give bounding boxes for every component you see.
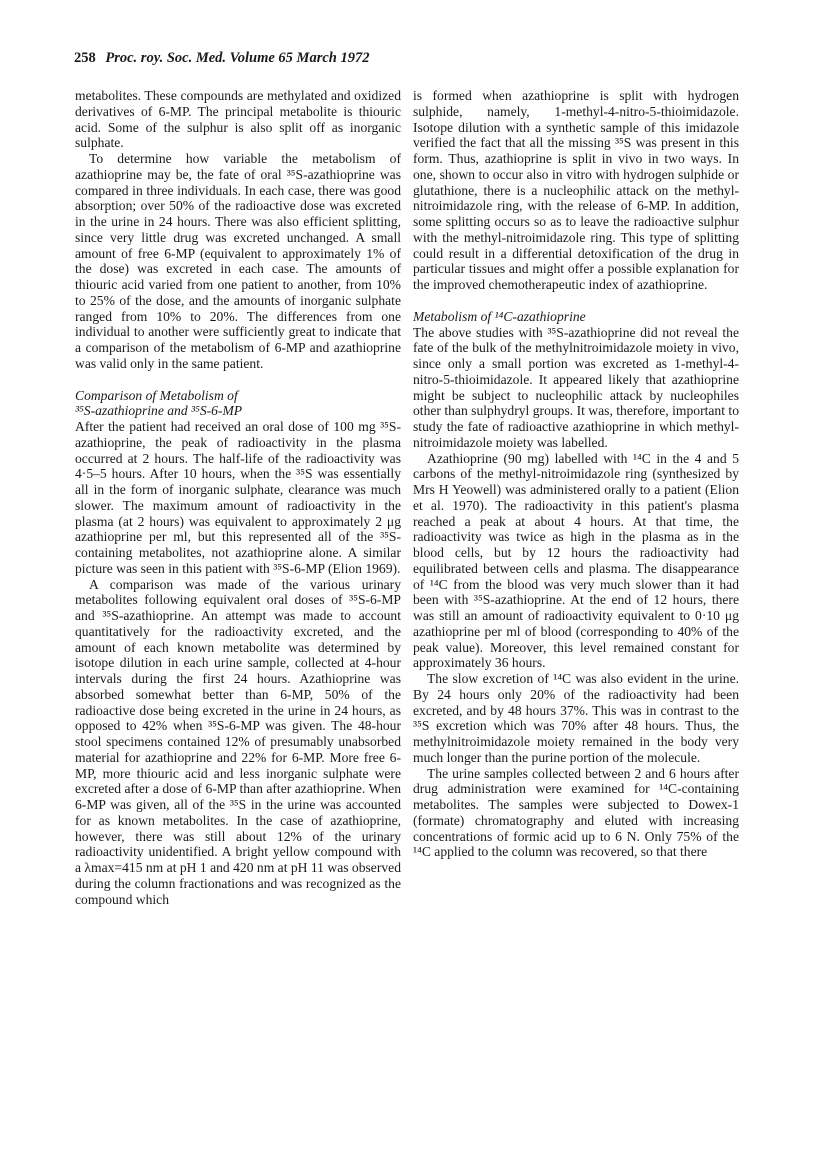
left-column: [75, 88, 401, 907]
section-heading-line: ³⁵S-azathioprine and ³⁵S-6-MP: [75, 403, 243, 419]
paragraph: is formed when azathioprine is split with hydrogen sulphide, namely, 1-methyl-4-nitro-5-thioimidazole. Isotope dilution with a synthetic sample of this imidazole verified the fact that all the missing ³⁵S was present in this form. Thus, azathioprine is split in vivo in two ways. In one, shown to occur also in vitro with hydrogen sulphide or glutathione, there is a nucleophilic attack on the methyl-nitroimidazole ring, with the release of 6-MP. In addition, some splitting occurs so as to leave the radioactive sulphur with the methyl-nitroimidazole ring. This type of splitting could result in a differential detoxification of the drug in particular tissues and might offer a possible explanation for the improved chemotherapeutic index of azathioprine.: [413, 88, 739, 292]
paragraph: Azathioprine (90 mg) labelled with ¹⁴C in the 4 and 5 carbons of the methyl-nitroimidazole ring (synthesized by Mrs H Yeowell) was administered orally to a patient (Elion et al. 1970). The radioactivity in this patient's plasma reached a peak at about 4 hours. At that time, the radioactivity was twice as high in the plasma as in the blood cells, but by 12 hours the radioactivity had equilibrated between cells and plasma. The disappearance of ¹⁴C from the blood was very much slower than it had been with ³⁵S-azathioprine. At the end of 12 hours, there was still an amount of radioactivity equivalent to 0·10 μg azathioprine per ml of blood (corresponding to 40% of the peak value). Moreover, this level remained constant for approximately 36 hours.: [413, 450, 739, 671]
paragraph: After the patient had received an oral dose of 100 mg ³⁵S-azathioprine, the peak of radioactivity in the plasma occurred at 2 hours. The half-life of the radioactivity was 4·5–5 hours. After 10 hours, when the ³⁵S was essentially all in the form of inorganic sulphate, clearance was much slower. The maximum amount of radioactivity in the plasma (at 2 hours) was equivalent to approximately 2 μg azathioprine per ml, but this represented all of the ³⁵S-containing metabolites, not azathioprine alone. A similar picture was seen in this patient with ³⁵S-6-MP (Elion 1969).: [75, 419, 401, 576]
section-heading: [75, 388, 401, 420]
paragraph: metabolites. These compounds are methylated and oxidized derivatives of 6-MP. The principal metabolite is thiouric acid. Some of the sulphur is also split off as inorganic sulphate.: [75, 88, 401, 151]
paragraph: To determine how variable the metabolism of azathioprine may be, the fate of oral ³⁵S-azathioprine was compared in three individuals. In each case, there was good absorption; over 50% of the radioactive dose was excreted in the urine in 24 hours. There was also efficient splitting, since very little drug was excreted unchanged. A small amount of free 6-MP (equivalent to approximately 1% of the dose) was excreted in each case. The amounts of thiouric acid varied from one patient to another, from 10% to 25% of the dose, and the amounts of inorganic sulphate ranged from 10% to 20%. The differences from one individual to another were sufficiently great to indicate that a comparison of the metabolism of 6-MP and azathioprine was valid only in the same patient.: [75, 151, 401, 371]
paragraph: The above studies with ³⁵S-azathioprine did not reveal the fate of the bulk of the methylnitroimidazole moiety in vivo, since only a small portion was excreted as 1-methyl-4-nitro-5-thioimidazole. It appeared likely that azathioprine might be subject to nucleophilic attack by nucleophiles other than sulphydryl groups. It was, therefore, important to study the fate of radioactive azathioprine in which methyl-nitroimidazole moiety was labelled.: [413, 324, 739, 450]
paragraph: The slow excretion of ¹⁴C was also evident in the urine. By 24 hours only 20% of the radioactivity had been excreted, and by 48 hours 37%. This was in contrast to the ³⁵S excretion which was 70% after 48 hours. Thus, the methylnitroimidazole moiety remained in the body very much longer than the purine portion of the molecule.: [413, 671, 739, 765]
right-column: [413, 88, 739, 860]
paragraph: A comparison was made of the various urinary metabolites following equivalent oral doses of ³⁵S-6-MP and ³⁵S-azathioprine. An attempt was made to account quantitatively for the radioactivity excreted, and the amount of each known metabolite was determined by isotope dilution in each urine sample, collected at 4-hour intervals during the first 24 hours. Azathioprine was absorbed somewhat better than 6-MP, 50% of the radioactive dose being excreted in the urine in 24 hours, as opposed to 42% when ³⁵S-6-MP was given. The 48-hour stool specimens contained 12% of presumably unabsorbed material for azathioprine and 22% for 6-MP. More free 6-MP, more thiouric acid and less inorganic sulphate were excreted after a dose of 6-MP than after azathioprine. When 6-MP was given, all of the ³⁵S in the urine was accounted for as known metabolites. In the case of azathioprine, however, there was still about 12% of the urinary radioactivity unidentified. A bright yellow compound with a λmax=415 nm at pH 1 and 420 nm at pH 11 was observed during the column fractionations and was recognized as the compound which: [75, 576, 401, 907]
page-number: 258: [74, 50, 96, 66]
paragraph: The urine samples collected between 2 and 6 hours after drug administration were examined for ¹⁴C-containing metabolites. The samples were subjected to Dowex-1 (formate) chromatography and eluted with increasing concentrations of formic acid up to 6 N. Only 75% of the ¹⁴C applied to the column was recovered, so that there: [413, 765, 739, 860]
journal-citation: Proc. roy. Soc. Med. Volume 65 March 1972: [105, 50, 370, 66]
running-header: [74, 50, 369, 67]
section-heading: Metabolism of ¹⁴C-azathioprine: [413, 308, 586, 324]
section-heading-line: Comparison of Metabolism of: [75, 387, 238, 403]
